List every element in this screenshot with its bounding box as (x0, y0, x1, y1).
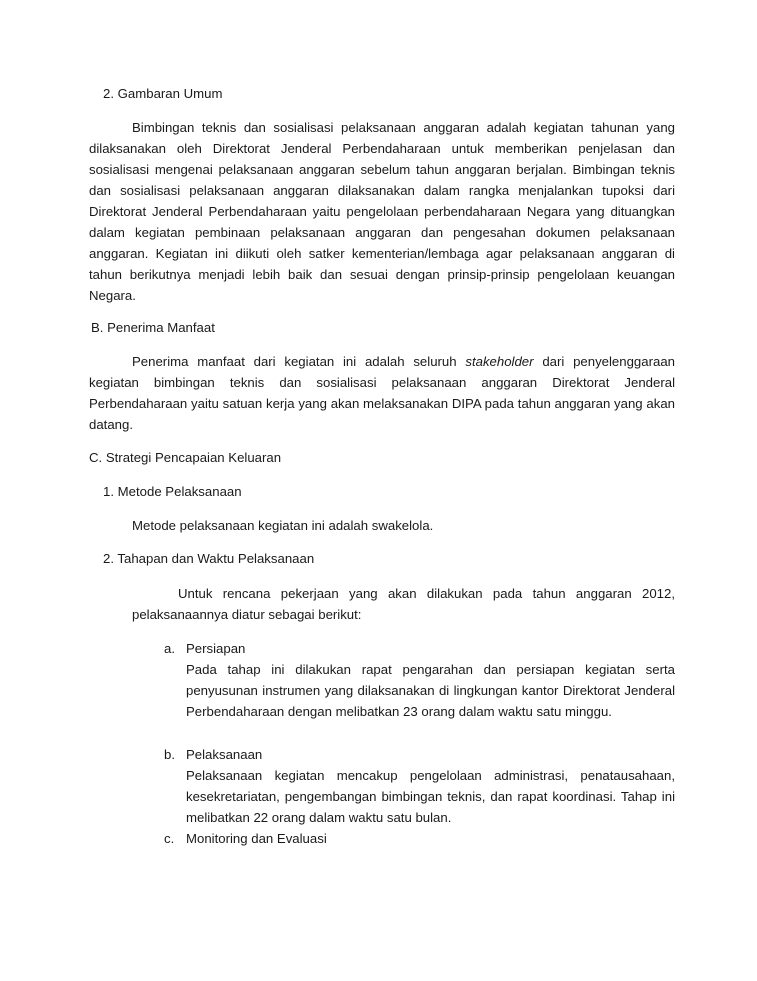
stakeholder-italic: stakeholder (465, 354, 534, 369)
heading-metode-pelaksanaan: 1. Metode Pelaksanaan (103, 484, 242, 499)
paragraph-text-start: Penerima manfaat dari kegiatan ini adalah seluruh (132, 354, 466, 369)
paragraph-penerima-manfaat (89, 351, 675, 435)
paragraph-metode-pelaksanaan: Metode pelaksanaan kegiatan ini adalah swakelola. (132, 518, 434, 533)
list-marker: c. (164, 831, 175, 846)
heading-penerima-manfaat: B. Penerima Manfaat (91, 320, 215, 335)
paragraph-text-end: dari penyelenggaraan kegiatan bimbingan teknis dan sosialisasi pelaksanaan anggaran Direktorat Jenderal Perbendaharaan yaitu satuan kerja yang akan melaksanakan DIPA pada tahun anggaran yang akan datang. (89, 354, 675, 432)
heading-tahapan-waktu: 2. Tahapan dan Waktu Pelaksanaan (103, 551, 315, 566)
list-item-monitoring-evaluasi (164, 828, 675, 849)
list-item-pelaksanaan (164, 744, 675, 828)
paragraph-gambaran-umum: Bimbingan teknis dan sosialisasi pelaksanaan anggaran adalah kegiatan tahunan yang dilaksanakan oleh Direktorat Jenderal Perbendaharaan untuk memberikan penjelasan dan sosialisasi mengenai pelaksanaan anggaran sebelum tahun anggaran berjalan. Bimbingan teknis dan sosialisasi pelaksanaan anggaran dilaksanakan dalam rangka menjalankan tupoksi dari Direktorat Jenderal Perbendaharaan yaitu pengelolaan perbendaharaan Negara yang dituangkan dalam kegiatan pembinaan pelaksanaan anggaran dan pengesahan dokumen pelaksanaan anggaran. Kegiatan ini diikuti oleh satker kementerian/lembaga agar pelaksanaan anggaran di tahun berikutnya menjadi lebih baik dan sesuai dengan prinsip-prinsip pengelolaan keuangan Negara. (89, 120, 675, 303)
list-item-title: Monitoring dan Evaluasi (186, 831, 327, 846)
heading-strategi-pencapaian: C. Strategi Pencapaian Keluaran (89, 450, 282, 465)
list-marker: b. (164, 747, 175, 762)
list-item-body: Pelaksanaan kegiatan mencakup pengelolaan administrasi, penatausahaan, kesekretariatan, pengembangan bimbingan teknis, dan rapat koordinasi. Tahap ini melibatkan 22 orang dalam waktu satu bulan. (186, 768, 675, 825)
list-item-body: Pada tahap ini dilakukan rapat pengarahan dan persiapan kegiatan serta penyusunan instrumen yang dilaksanakan di lingkungan kantor Direktorat Jenderal Perbendaharaan dengan melibatkan 23 orang dalam waktu satu minggu. (186, 662, 675, 719)
list-item-persiapan (164, 638, 675, 743)
list-item-title: Persiapan (186, 641, 246, 656)
paragraph-tahapan-waktu: Untuk rencana pekerjaan yang akan dilakukan pada tahun anggaran 2012, pelaksanaannya diatur sebagai berikut: (132, 586, 675, 622)
list-item-title: Pelaksanaan (186, 747, 263, 762)
list-marker: a. (164, 641, 175, 656)
heading-gambaran-umum: 2. Gambaran Umum (103, 86, 223, 101)
